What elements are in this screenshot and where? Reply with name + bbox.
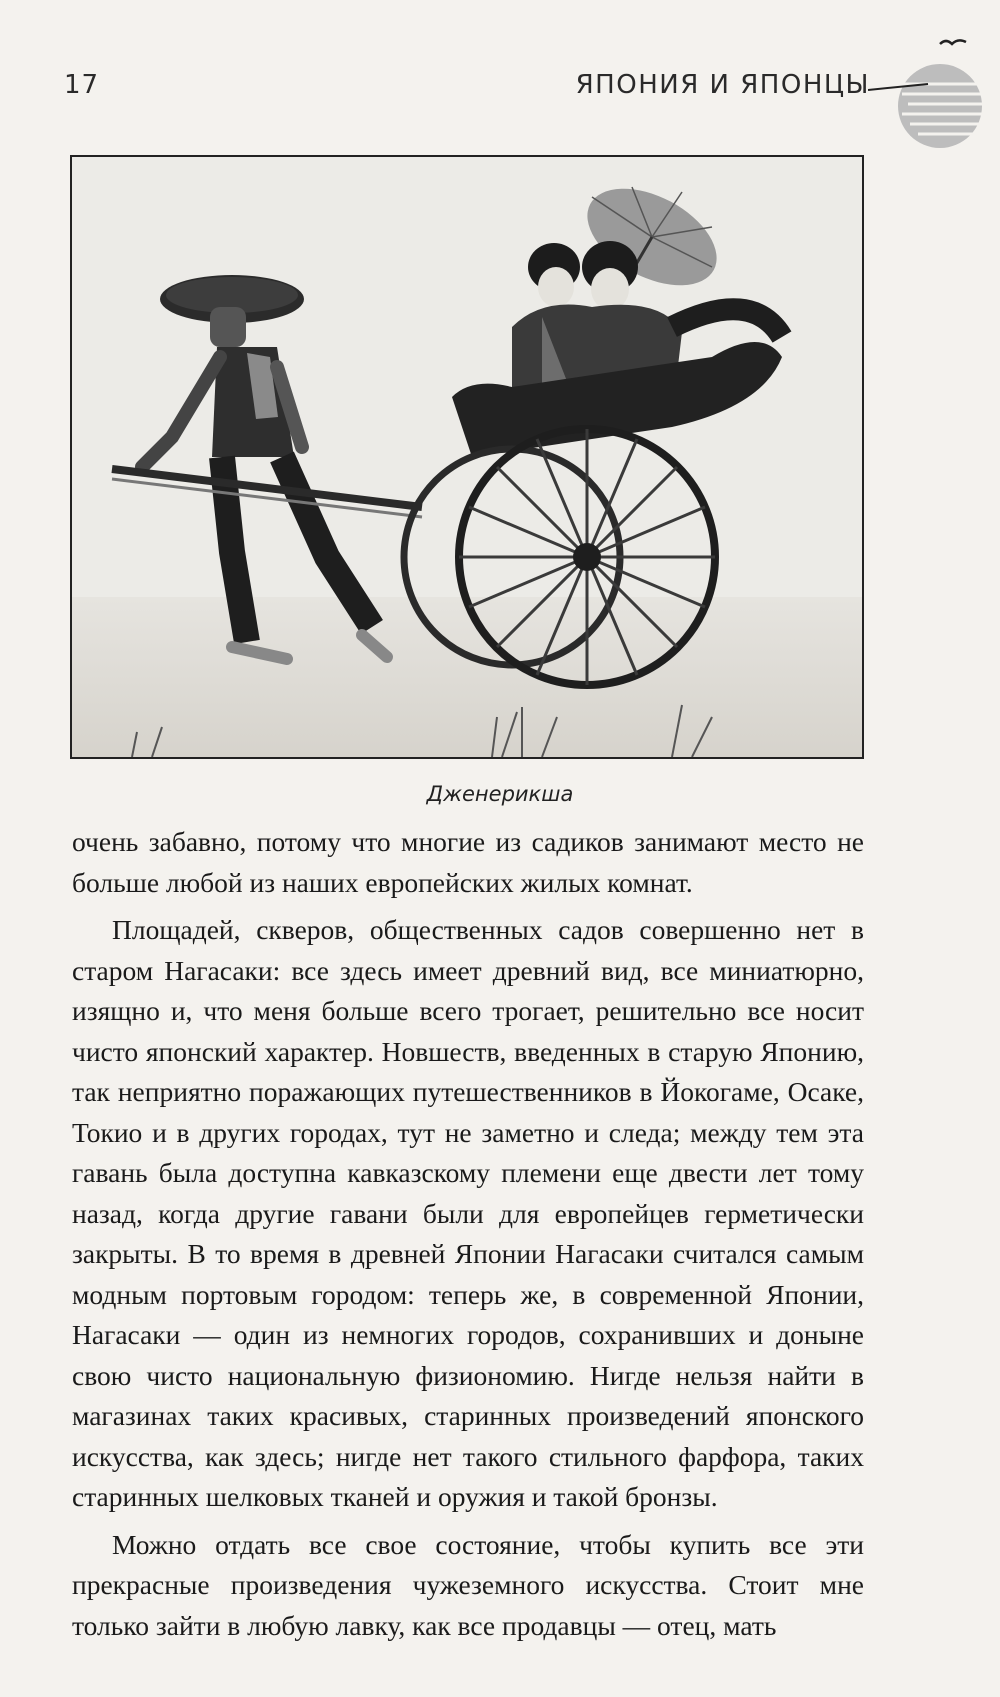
page-number: 17	[64, 70, 100, 100]
rickshaw-photograph	[70, 155, 864, 759]
figure-caption: Дженерикша	[426, 782, 574, 806]
running-title: ЯПОНИЯ И ЯПОНЦЫ	[575, 70, 870, 100]
paragraph: очень забавно, потому что многие из садиков занимают место не больше любой из наших европейских жилых комнат.	[72, 826, 864, 898]
body-text	[72, 822, 864, 1646]
moon-and-bird-emblem-icon	[868, 14, 986, 154]
paragraph: Площадей, скверов, общественных садов совершенно нет в старом Нагасаки: все здесь имеет древний вид, все миниатюрно, изящно и, что меня больше всего трогает, решительно все носит чисто японский характер. Новшеств, введенных в старую Японию, так неприятно поражающих путешественников в Йокогаме, Осаке, Токио и в других городах, тут не заметно и следа; между тем эта гавань была доступна кавказскому племени еще двести лет тому назад, когда другие гавани были для европейцев герметически закрыты. В то время в древней Японии Нагасаки считался самым модным портовым городом: теперь же, в современной Японии, Нагасаки — один из немногих городов, сохранивших и доныне свою чисто национальную физиономию. Нигде нельзя найти в магазинах таких красивых, старинных произведений японского искусства, как здесь; нигде нет такого стильного фарфора, таких старинных шелковых тканей и оружия и такой бронзы.	[72, 914, 864, 1512]
paragraph: Можно отдать все свое состояние, чтобы купить все эти прекрасные произведения чужеземного искусства. Стоит мне только зайти в любую лавку, как все продавцы — отец, мать	[72, 1528, 864, 1641]
